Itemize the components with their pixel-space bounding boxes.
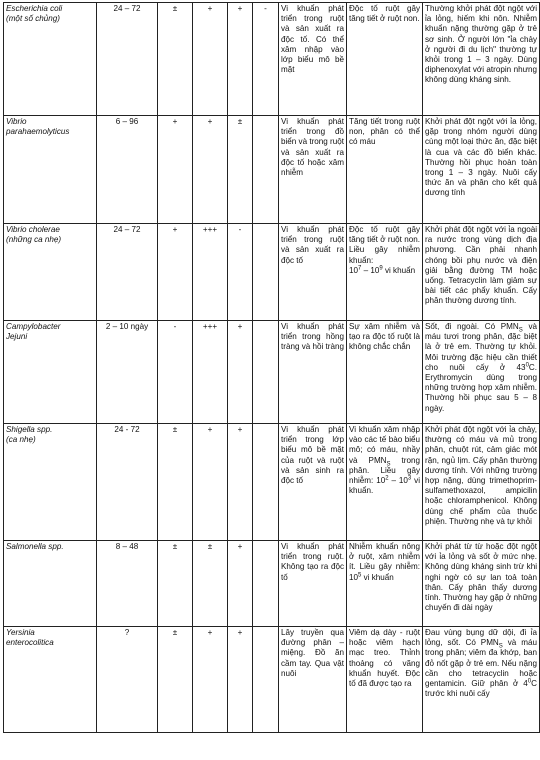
table-row [4, 321, 540, 424]
sign-cell-2: +++ [193, 224, 228, 321]
organism-subtitle: (những ca nhẹ) [6, 235, 62, 245]
dose-base: 10 [349, 265, 359, 275]
sign-cell-4 [253, 116, 279, 224]
degree-mark: 0 [525, 362, 529, 369]
sign-cell-1: ± [158, 3, 193, 116]
organism-name: Vibrio cholerae [6, 225, 60, 234]
sign-cell-1: ± [158, 424, 193, 541]
diarrhea-pathogen-table [3, 2, 540, 733]
pathogenesis-cell: Vi khuẩn phát triển trong lớp biểu mô bề mặt của ruột và ruột và sản sinh ra độc tố [279, 424, 347, 541]
mechanism-cell: Viêm dạ dày - ruột hoặc viêm hạch mạc treo. Thỉnh thoảng có vãng khuẩn huyết. Độc tố đã được tạo ra [347, 627, 423, 733]
table-row [4, 424, 540, 541]
mechanism-cell: Sự xâm nhiễm và tạo ra độc tố ruột là không chắc chắn [347, 321, 423, 424]
organism-name: Vibrio [6, 117, 27, 126]
mechanism-cell [347, 224, 423, 321]
sign-cell-3: + [228, 321, 253, 424]
clinical-text: C trước khi nuôi cấy [425, 679, 537, 699]
incubation-cell: 6 – 96 [97, 116, 158, 224]
organism-cell [4, 321, 97, 424]
clinical-text: và máu trong phân; viêm đa khớp, ban đỏ nốt gặp ở trẻ em. Nếu nặng cần cho tetracyclin hoặc gentamicin. Giữ phân ở 4 [425, 638, 537, 689]
incubation-cell: 2 – 10 ngày [97, 321, 158, 424]
sign-cell-2: + [193, 627, 228, 733]
sign-cell-1: ± [158, 627, 193, 733]
organism-name: Salmonella spp. [6, 542, 64, 551]
mechanism-cell [347, 541, 423, 627]
organism-cell [4, 3, 97, 116]
dose-unit: vi khuẩn [361, 572, 394, 582]
table-row [4, 3, 540, 116]
sign-cell-3: + [228, 541, 253, 627]
clinical-cell: Khởi phát đột ngột với ỉa chảy, thường có máu và mủ trong phân, chuột rút, cảm giác mót rặn, ngủ lịm. Cấy phân thường dương tính. Với những trường hợp nặng, dùng trimethoprim-sulfamethoxazol, ampicilin hoặc chloramphenicol. Không dùng chế phẩm của thuốc phiện. Thường nhẹ và tự khỏi [423, 424, 540, 541]
sign-cell-3: + [228, 424, 253, 541]
sign-cell-1: + [158, 224, 193, 321]
incubation-cell: ? [97, 627, 158, 733]
mechanism-text: Độc tố ruột gây tăng tiết ở ruột non. Liều gây nhiễm khuẩn: [349, 225, 420, 265]
organism-name: Campylobacter [6, 322, 61, 331]
pathogenesis-cell: Vi khuẩn phát triển trong đồ biển và trong ruột và sản xuất ra độc tố hoặc xâm nhiễm [279, 116, 347, 224]
mechanism-cell: Độc tố ruột gây tăng tiết ở ruột non. [347, 3, 423, 116]
organism-subtitle: (một số chủng) [6, 14, 60, 24]
sign-cell-4 [253, 321, 279, 424]
mechanism-text: trong phân. Liều gây nhiễm: 10 [349, 455, 420, 486]
sign-cell-2: +++ [193, 321, 228, 424]
clinical-cell: Khởi phát từ từ hoặc đột ngột với ỉa lỏng và sốt ở mức nhẹ. Không dùng kháng sinh trừ khi nghi ngờ có sự lan toả toàn thân. Cấy phân thấy dương tính. Thường hay gặp ở những chuyến đi dài ngày [423, 541, 540, 627]
mechanism-cell [347, 424, 423, 541]
dose-unit: vi khuẩn. [349, 476, 421, 496]
organism-cell [4, 541, 97, 627]
dose-exponent: 7 [358, 265, 362, 272]
subscript: S [386, 461, 391, 468]
organism-name: Shigella spp. [6, 425, 53, 434]
degree-mark: 0 [527, 678, 532, 685]
organism-subtitle: enterocolitica [6, 638, 54, 648]
dose-separator: – 10 [388, 476, 408, 486]
dose-unit: vi khuẩn [382, 265, 416, 275]
organism-name: Yersinia [6, 628, 35, 637]
organism-cell [4, 627, 97, 733]
organism-subtitle: (ca nhẹ) [6, 435, 36, 445]
mechanism-cell: Tăng tiết trong ruột non, phân có thể có máu [347, 116, 423, 224]
dose-exponent: 2 [385, 475, 389, 482]
subscript: S [498, 643, 503, 650]
pathogenesis-cell: Lây truyền qua đường phân – miệng. Đồ ăn cầm tay. Qua vật nuôi [279, 627, 347, 733]
sign-cell-2: ± [193, 541, 228, 627]
table-row [4, 224, 540, 321]
incubation-cell: 8 – 48 [97, 541, 158, 627]
sign-cell-2: + [193, 116, 228, 224]
pathogenesis-cell: Vi khuẩn phát triển trong ruột và sản xuất ra độc tố [279, 224, 347, 321]
sign-cell-4 [253, 627, 279, 733]
sign-cell-1: - [158, 321, 193, 424]
clinical-cell: Khởi phát đột ngột với ỉa lỏng, gặp trong nhóm người dùng cùng một loại thức ăn, đặc biệt là cua và các đồ biển khác. Thường hồi phục hoàn toàn trong 1 – 3 ngày. Nuôi cấy thức ăn và phân cho kết quả dương tính [423, 116, 540, 224]
sign-cell-3: + [228, 3, 253, 116]
sign-cell-3: + [228, 627, 253, 733]
sign-cell-1: + [158, 116, 193, 224]
clinical-cell: Khởi phát đột ngột với ỉa ngoài ra nước trong vùng dịch địa phương. Cần phải nhanh chóng bồi phụ nước và điện giải bằng đường TM hoặc uống. Tetracyclin làm giảm sự bài tiết các phẩy khuẩn. Cấy phân thường dương tính. [423, 224, 540, 321]
pathogenesis-cell: Vi khuẩn phát triển trong ruột. Không tạo ra độc tố [279, 541, 347, 627]
clinical-cell [423, 627, 540, 733]
sign-cell-3: - [228, 224, 253, 321]
sign-cell-2: + [193, 424, 228, 541]
incubation-cell: 24 - 72 [97, 424, 158, 541]
table-row [4, 627, 540, 733]
clinical-text: Đau vùng bụng dữ dội, đi ỉa lỏng, sốt. Có PMN [425, 628, 537, 648]
pathogenesis-cell: Vi khuẩn phát triển trong hồng tràng và hồi tràng [279, 321, 347, 424]
mechanism-text: Nhiễm khuẩn nông ở ruột, xâm nhiễm ít. Liều gây nhiễm: 10 [349, 542, 420, 582]
dose-exponent: 5 [358, 571, 362, 578]
organism-subtitle: parahaemolyticus [6, 127, 70, 137]
organism-name: Escherichia coli [6, 4, 63, 13]
sign-cell-1: ± [158, 541, 193, 627]
subscript: S [518, 327, 523, 334]
sign-cell-2: + [193, 3, 228, 116]
clinical-text: C. Erythromycin dùng trong những trường hợp xâm nhiễm. Thường hồi phục sau 5 – 8 ngày. [425, 362, 537, 413]
sign-cell-4 [253, 424, 279, 541]
sign-cell-4 [253, 224, 279, 321]
sign-cell-3: ± [228, 116, 253, 224]
dose-exponent: 3 [407, 475, 412, 482]
sign-cell-4: - [253, 3, 279, 116]
table-row [4, 541, 540, 627]
clinical-text: và máu tươi trong phân, đặc biệt là ở trẻ em. Thường tự khỏi. Môi trường đặc hiệu cần thiết cho nuôi cấy ở 43 [425, 322, 537, 372]
table-row [4, 116, 540, 224]
clinical-cell [423, 321, 540, 424]
incubation-cell: 24 – 72 [97, 224, 158, 321]
pathogenesis-cell: Vi khuẩn phát triển trong ruột và sản xuất ra độc tố. Có thể xâm nhập vào lớp biểu mô bề mặt [279, 3, 347, 116]
mechanism-text: Vi khuẩn xâm nhập vào các tế bào biểu mô; có máu, nhầy và PMN [349, 425, 420, 465]
incubation-cell: 24 – 72 [97, 3, 158, 116]
dose-exponent: 9 [379, 265, 383, 272]
sign-cell-4 [253, 541, 279, 627]
organism-cell [4, 224, 97, 321]
clinical-cell: Thường khởi phát đột ngột với ỉa lỏng, hiếm khi nôn. Nhiễm khuẩn nặng thường gặp ở trẻ sơ sinh. Ở người lớn "ỉa chảy ở người đi du lịch" thường tự khỏi trong 1 – 3 ngày. Dùng diphenoxylat với atropin nhưng không dùng kháng sinh. [423, 3, 540, 116]
organism-cell [4, 116, 97, 224]
organism-subtitle: Jejuni [6, 332, 28, 342]
clinical-text: Sốt, đi ngoài. Có PMN [425, 322, 519, 331]
dose-separator: – 10 [361, 265, 380, 275]
organism-cell [4, 424, 97, 541]
